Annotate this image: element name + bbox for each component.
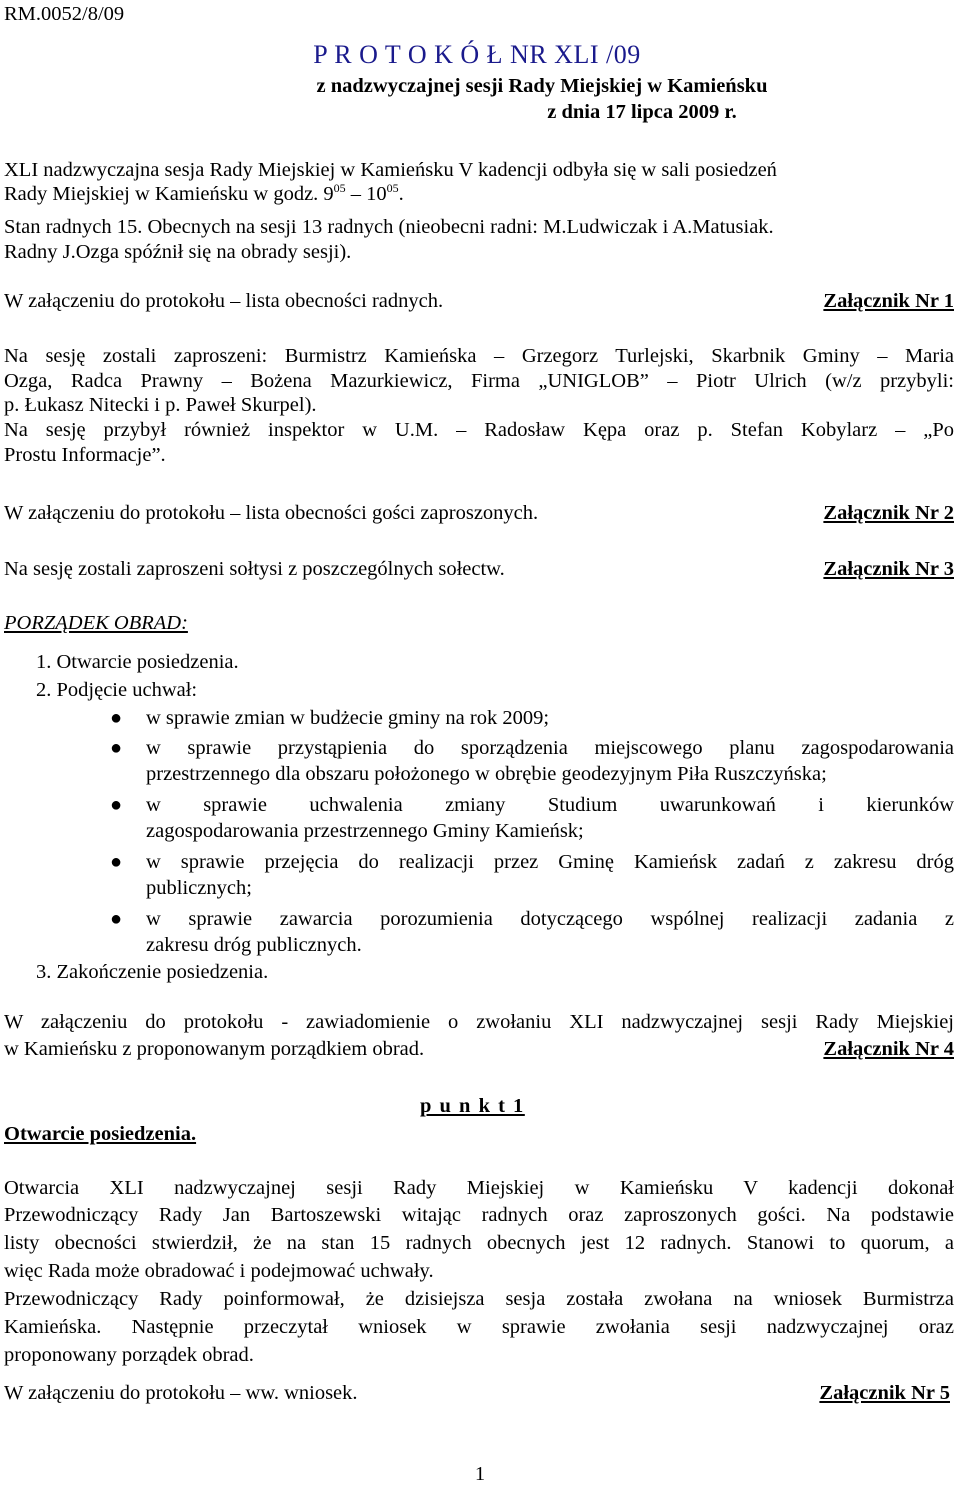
paragraph-1-line-4: więc Rada może obradować i podejmować uchwały.: [4, 1260, 434, 1282]
bullet-icon: ●: [110, 707, 123, 729]
agenda-subitem-2-line-1: w sprawie przystąpienia do sporządzenia miejscowego planu zagospodarowania: [146, 737, 954, 759]
attachment-4-label: Załącznik Nr 4: [823, 1038, 954, 1060]
intro-line-4: Radny J.Ozga spóźnił się na obrady sesji).: [4, 241, 352, 263]
attachment-4-row: w Kamieńsku z proponowanym porządkiem obrad. Załącznik Nr 4: [4, 1038, 954, 1060]
intro-line-1: XLI nadzwyczajna sesja Rady Miejskiej w Kamieńsku V kadencji odbyła się w sali posiedzeń: [4, 159, 777, 181]
agenda-subitem-4-line-1: w sprawie przejęcia do realizacji przez Gminę Kamieńsk zadań z zakresu dróg: [146, 851, 954, 873]
agenda-subitem-3-line-2: zagospodarowania przestrzennego Gminy Kamieńsk;: [146, 820, 584, 842]
guests-line-3: p. Łukasz Nitecki i p. Paweł Skurpel).: [4, 394, 317, 416]
bullet-icon: ●: [110, 737, 123, 759]
agenda-item-3: 3. Zakończenie posiedzenia.: [36, 961, 269, 983]
paragraph-2-line-3: proponowany porządek obrad.: [4, 1344, 254, 1366]
agenda-subitem-4-line-2: publicznych;: [146, 877, 252, 899]
bullet-icon: ●: [110, 794, 123, 816]
guests-line-5: Prostu Informacje”.: [4, 444, 166, 466]
bullet-icon: ●: [110, 908, 123, 930]
agenda-heading: PORZĄDEK OBRAD:: [4, 612, 188, 634]
attachment-2-row: W załączeniu do protokołu – lista obecności gości zaproszonych. Załącznik Nr 2: [4, 502, 954, 524]
agenda-subitem-5-line-2: zakresu dróg publicznych.: [146, 934, 362, 956]
attachment-1-row: W załączeniu do protokołu – lista obecności radnych. Załącznik Nr 1: [4, 290, 954, 312]
guests-line-4: Na sesję przybył również inspektor w U.M. – Radosław Kępa oraz p. Stefan Kobylarz – „Po: [4, 419, 954, 441]
paragraph-1-line-3: listy obecności stwierdził, że na stan 15 radnych obecnych jest 12 radnych. Stanowi to quorum, a: [4, 1232, 954, 1254]
document-subtitle: z nadzwyczajnej sesji Rady Miejskiej w Kamieńsku: [316, 75, 768, 97]
paragraph-1-line-1: Otwarcia XLI nadzwyczajnej sesji Rady Miejskiej w Kamieńsku V kadencji dokonał: [4, 1177, 954, 1199]
intro-line-3: Stan radnych 15. Obecnych na sesji 13 radnych (nieobecni radni: M.Ludwiczak i A.Matusiak.: [4, 216, 774, 238]
page-number: 1: [474, 1463, 486, 1485]
paragraph-2-line-1: Przewodniczący Rady poinformował, że dzisiejsza sesja została zwołana na wniosek Burmistrza: [4, 1288, 954, 1310]
document-reference: RM.0052/8/09: [4, 3, 125, 25]
attachment-5-row: W załączeniu do protokołu – ww. wniosek. Załącznik Nr 5: [4, 1382, 950, 1404]
paragraph-1-line-2: Przewodniczący Rady Jan Bartoszewski witając radnych oraz zaproszonych gości. Na podstawie: [4, 1204, 954, 1226]
bullet-icon: ●: [110, 851, 123, 873]
agenda-subitem-5-line-1: w sprawie zawarcia porozumienia dotyczącego wspólnej realizacji zadania z: [146, 908, 954, 930]
attachment-4-line-1: W załączeniu do protokołu - zawiadomienie o zwołaniu XLI nadzwyczajnej sesji Rady Miejskiej: [4, 1011, 954, 1033]
intro-line-2: Rady Miejskiej w Kamieńsku w godz. $9^{05} - 10^{05}$.: [4, 181, 404, 205]
attachment-5-label: Załącznik Nr 5: [819, 1382, 950, 1404]
attachment-3-label: Załącznik Nr 3: [823, 558, 954, 580]
document-date: z dnia 17 lipca 2009 r.: [547, 101, 737, 123]
guests-line-2: Ozga, Radca Prawny – Bożena Mazurkiewicz, Firma „UNIGLOB” – Piotr Ulrich (w/z przybyli:: [4, 370, 954, 392]
agenda-subitem-3-line-1: w sprawie uchwalenia zmiany Studium uwarunkowań i kierunków: [146, 794, 954, 816]
agenda-subitem-2-line-2: przestrzennego dla obszaru położonego w obrębie geodezyjnym Piła Ruszczyńska;: [146, 763, 827, 785]
paragraph-2-line-2: Kamieńska. Następnie przeczytał wniosek w sprawie zwołania sesji nadzwyczajnej oraz: [4, 1316, 954, 1338]
attachment-3-row: Na sesję zostali zaproszeni sołtysi z poszczególnych sołectw. Załącznik Nr 3: [4, 558, 954, 580]
section-heading: Otwarcie posiedzenia.: [4, 1123, 197, 1145]
guests-line-1: Na sesję zostali zaproszeni: Burmistrz Kamieńska – Grzegorz Turlejski, Skarbnik Gminy – Maria: [4, 345, 954, 367]
agenda-item-1: 1. Otwarcie posiedzenia.: [36, 651, 239, 673]
attachment-1-label: Załącznik Nr 1: [823, 290, 954, 312]
agenda-item-2: 2. Podjęcie uchwał:: [36, 679, 198, 701]
document-title: P R O T O K Ó Ł NR XLI /09: [313, 40, 641, 69]
section-title: p u n k t 1: [420, 1095, 525, 1117]
attachment-2-label: Załącznik Nr 2: [823, 502, 954, 524]
agenda-subitem-1: w sprawie zmian w budżecie gminy na rok 2009;: [146, 707, 550, 729]
